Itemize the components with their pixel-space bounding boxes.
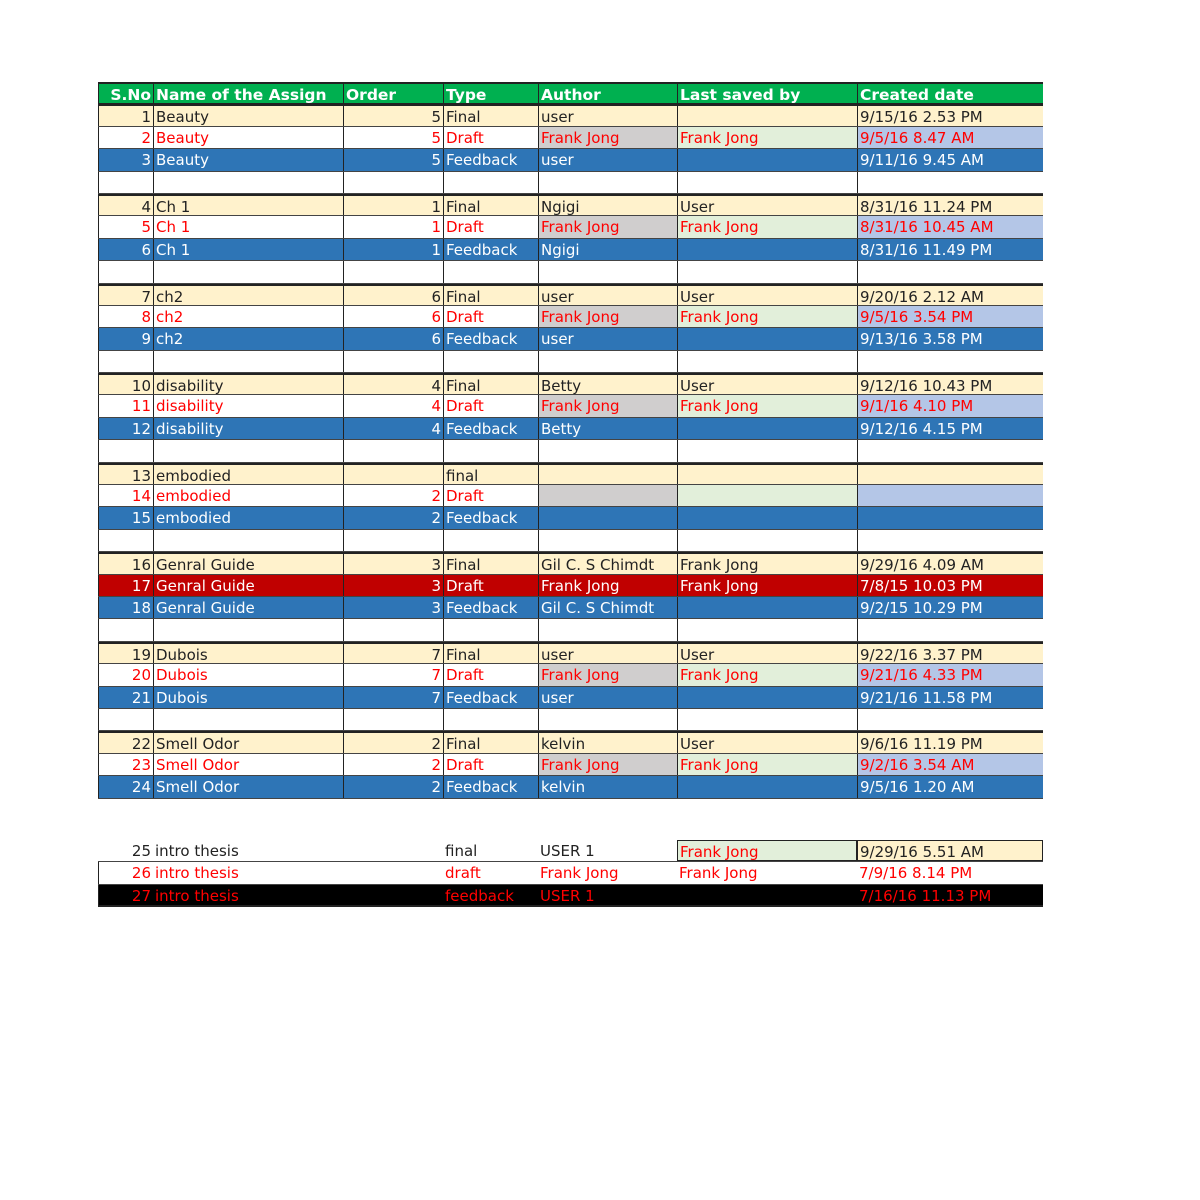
last-saved-cell[interactable]: User <box>677 196 857 215</box>
table-row <box>98 642 1043 664</box>
header-type[interactable]: Type <box>443 84 538 103</box>
name-cell[interactable]: ch2 <box>153 306 343 327</box>
sno-cell[interactable] <box>98 619 153 640</box>
author-cell[interactable]: user <box>538 687 677 708</box>
author-cell[interactable]: Frank Jong <box>538 754 677 775</box>
table-row <box>98 284 1043 306</box>
table-row <box>98 731 1043 753</box>
type-cell[interactable] <box>443 351 538 372</box>
name-cell[interactable] <box>153 440 343 461</box>
name-cell[interactable] <box>153 261 343 282</box>
table-row <box>98 530 1043 552</box>
created-cell[interactable]: 9/11/16 9.45 AM <box>857 149 1043 170</box>
header-sno[interactable]: S.No <box>98 84 153 103</box>
table-row <box>98 463 1043 485</box>
last-saved-cell[interactable]: Frank Jong <box>677 216 857 237</box>
author-cell[interactable] <box>538 507 677 528</box>
sno-cell[interactable]: 3 <box>98 149 153 170</box>
type-cell[interactable]: feedback <box>443 885 538 905</box>
created-cell[interactable]: 9/12/16 4.15 PM <box>857 418 1043 439</box>
order-cell[interactable]: 2 <box>343 754 443 775</box>
name-cell[interactable]: Smell Odor <box>153 776 343 797</box>
type-cell[interactable]: Feedback <box>443 776 538 797</box>
name-cell[interactable]: Smell Odor <box>153 754 343 775</box>
created-cell[interactable]: 7/9/16 8.14 PM <box>857 862 1043 883</box>
table-row <box>98 619 1043 641</box>
last-saved-cell[interactable] <box>677 172 857 193</box>
created-cell[interactable]: 9/13/16 3.58 PM <box>857 328 1043 349</box>
header-name[interactable]: Name of the Assign <box>153 84 343 103</box>
last-saved-cell[interactable]: Frank Jong <box>677 840 857 861</box>
name-cell[interactable] <box>153 530 343 551</box>
sno-cell[interactable]: 18 <box>98 597 153 618</box>
author-cell[interactable]: Frank Jong <box>538 216 677 237</box>
table-row <box>98 575 1043 597</box>
sno-cell[interactable]: 14 <box>98 485 153 506</box>
name-cell[interactable]: Ch 1 <box>153 196 343 215</box>
created-cell[interactable] <box>857 507 1043 528</box>
type-cell[interactable]: Final <box>443 733 538 752</box>
author-cell[interactable]: Frank Jong <box>538 862 677 883</box>
created-cell[interactable]: 8/31/16 11.49 PM <box>857 239 1043 260</box>
order-cell[interactable]: 7 <box>343 687 443 708</box>
created-cell[interactable] <box>857 619 1043 640</box>
type-cell[interactable]: final <box>443 465 538 484</box>
last-saved-cell[interactable]: Frank Jong <box>677 395 857 416</box>
created-cell[interactable]: 9/20/16 2.12 AM <box>857 286 1043 305</box>
name-cell[interactable]: disability <box>153 418 343 439</box>
created-cell[interactable]: 8/31/16 10.45 AM <box>857 216 1043 237</box>
sno-cell[interactable]: 22 <box>98 733 153 752</box>
sno-cell[interactable]: 13 <box>98 465 153 484</box>
created-cell[interactable]: 9/29/16 4.09 AM <box>857 554 1043 573</box>
sno-cell[interactable] <box>98 261 153 282</box>
last-saved-cell[interactable] <box>677 106 857 125</box>
type-cell[interactable]: draft <box>443 862 538 883</box>
name-cell[interactable]: ch2 <box>153 286 343 305</box>
sno-cell[interactable]: 1 <box>98 106 153 125</box>
name-cell[interactable]: Beauty <box>153 106 343 125</box>
last-saved-cell[interactable] <box>677 507 857 528</box>
order-cell[interactable]: 2 <box>343 776 443 797</box>
order-cell[interactable]: 4 <box>343 375 443 394</box>
author-cell[interactable]: Frank Jong <box>538 664 677 685</box>
name-cell[interactable]: Dubois <box>153 687 343 708</box>
type-cell[interactable]: Draft <box>443 575 538 596</box>
order-cell[interactable]: 6 <box>343 306 443 327</box>
order-cell[interactable] <box>343 840 443 861</box>
created-cell[interactable]: 9/15/16 2.53 PM <box>857 106 1043 125</box>
sno-cell[interactable]: 16 <box>98 554 153 573</box>
created-cell[interactable]: 9/5/16 1.20 AM <box>857 776 1043 797</box>
created-cell[interactable]: 9/5/16 8.47 AM <box>857 127 1043 148</box>
type-cell[interactable]: Feedback <box>443 418 538 439</box>
sno-cell[interactable]: 11 <box>98 395 153 416</box>
table-row <box>98 373 1043 395</box>
last-saved-cell[interactable] <box>677 465 857 484</box>
last-saved-cell[interactable]: User <box>677 375 857 394</box>
sno-cell[interactable]: 26 <box>98 862 153 883</box>
created-cell[interactable] <box>857 709 1043 730</box>
table-row <box>98 127 1043 149</box>
author-cell[interactable]: user <box>538 106 677 125</box>
table-row <box>98 149 1043 171</box>
last-saved-cell[interactable]: Frank Jong <box>677 862 857 883</box>
created-cell[interactable]: 9/6/16 11.19 PM <box>857 733 1043 752</box>
name-cell[interactable]: intro thesis <box>153 885 343 905</box>
author-cell[interactable] <box>538 261 677 282</box>
order-cell[interactable]: 5 <box>343 106 443 125</box>
table-row <box>98 507 1043 529</box>
name-cell[interactable]: Ch 1 <box>153 239 343 260</box>
author-cell[interactable]: Ngigi <box>538 239 677 260</box>
sno-cell[interactable]: 19 <box>98 644 153 663</box>
sno-cell[interactable]: 2 <box>98 127 153 148</box>
type-cell[interactable]: Feedback <box>443 507 538 528</box>
sno-cell[interactable]: 6 <box>98 239 153 260</box>
sno-cell[interactable] <box>98 172 153 193</box>
created-cell[interactable]: 9/2/15 10.29 PM <box>857 597 1043 618</box>
author-cell[interactable] <box>538 351 677 372</box>
type-cell[interactable]: Draft <box>443 485 538 506</box>
name-cell[interactable]: Beauty <box>153 127 343 148</box>
created-cell[interactable] <box>857 261 1043 282</box>
order-cell[interactable] <box>343 261 443 282</box>
created-cell[interactable]: 9/5/16 3.54 PM <box>857 306 1043 327</box>
order-cell[interactable]: 7 <box>343 664 443 685</box>
type-cell[interactable] <box>443 172 538 193</box>
created-cell[interactable] <box>857 440 1043 461</box>
sno-cell[interactable]: 20 <box>98 664 153 685</box>
type-cell[interactable] <box>443 261 538 282</box>
last-saved-cell[interactable] <box>677 885 857 905</box>
last-saved-cell[interactable] <box>677 440 857 461</box>
last-saved-cell[interactable]: Frank Jong <box>677 127 857 148</box>
name-cell[interactable]: Dubois <box>153 644 343 663</box>
type-cell[interactable]: Draft <box>443 216 538 237</box>
order-cell[interactable]: 3 <box>343 554 443 573</box>
sno-cell[interactable]: 8 <box>98 306 153 327</box>
order-cell[interactable] <box>343 862 443 883</box>
sno-cell[interactable]: 27 <box>98 885 153 905</box>
last-saved-cell[interactable]: Frank Jong <box>677 554 857 573</box>
created-cell[interactable]: 9/22/16 3.37 PM <box>857 644 1043 663</box>
sno-cell[interactable]: 7 <box>98 286 153 305</box>
type-cell[interactable]: Feedback <box>443 149 538 170</box>
created-cell[interactable] <box>857 172 1043 193</box>
order-cell[interactable]: 5 <box>343 127 443 148</box>
order-cell[interactable] <box>343 351 443 372</box>
author-cell[interactable]: Gil C. S Chimdt <box>538 554 677 573</box>
name-cell[interactable]: Dubois <box>153 664 343 685</box>
second-table <box>98 840 1043 907</box>
author-cell[interactable]: Frank Jong <box>538 127 677 148</box>
author-cell[interactable]: kelvin <box>538 733 677 752</box>
order-cell[interactable] <box>343 172 443 193</box>
table-body <box>98 104 1043 798</box>
name-cell[interactable]: disability <box>153 395 343 416</box>
table-row <box>98 840 1043 862</box>
last-saved-cell[interactable] <box>677 485 857 506</box>
author-cell[interactable] <box>538 709 677 730</box>
header-created[interactable]: Created date <box>857 84 1043 103</box>
type-cell[interactable]: final <box>443 840 538 861</box>
author-cell[interactable]: Betty <box>538 375 677 394</box>
last-saved-cell[interactable] <box>677 418 857 439</box>
order-cell[interactable]: 6 <box>343 328 443 349</box>
last-saved-cell[interactable] <box>677 261 857 282</box>
sno-cell[interactable]: 15 <box>98 507 153 528</box>
table-body-2 <box>98 840 1043 907</box>
type-cell[interactable]: Final <box>443 106 538 125</box>
created-cell[interactable] <box>857 351 1043 372</box>
type-cell[interactable]: Draft <box>443 395 538 416</box>
last-saved-cell[interactable]: User <box>677 733 857 752</box>
table-row <box>98 216 1043 238</box>
author-cell[interactable]: Frank Jong <box>538 395 677 416</box>
created-cell[interactable]: 9/2/16 3.54 AM <box>857 754 1043 775</box>
type-cell[interactable]: Feedback <box>443 597 538 618</box>
sno-cell[interactable] <box>98 530 153 551</box>
table-row <box>98 328 1043 350</box>
author-cell[interactable] <box>538 485 677 506</box>
table-row <box>98 395 1043 417</box>
header-order[interactable]: Order <box>343 84 443 103</box>
last-saved-cell[interactable] <box>677 530 857 551</box>
created-cell[interactable]: 9/12/16 10.43 PM <box>857 375 1043 394</box>
name-cell[interactable] <box>153 709 343 730</box>
name-cell[interactable]: Genral Guide <box>153 597 343 618</box>
order-cell[interactable]: 4 <box>343 395 443 416</box>
created-cell[interactable]: 9/1/16 4.10 PM <box>857 395 1043 416</box>
sno-cell[interactable]: 9 <box>98 328 153 349</box>
table-row <box>98 418 1043 440</box>
last-saved-cell[interactable] <box>677 351 857 372</box>
table-row <box>98 306 1043 328</box>
name-cell[interactable] <box>153 619 343 640</box>
type-cell[interactable]: Feedback <box>443 328 538 349</box>
spreadsheet-table <box>98 82 1043 799</box>
last-saved-cell[interactable] <box>677 619 857 640</box>
name-cell[interactable]: Genral Guide <box>153 575 343 596</box>
author-cell[interactable]: Betty <box>538 418 677 439</box>
header-author[interactable]: Author <box>538 84 677 103</box>
order-cell[interactable]: 4 <box>343 418 443 439</box>
name-cell[interactable]: intro thesis <box>153 840 343 861</box>
sno-cell[interactable]: 17 <box>98 575 153 596</box>
order-cell[interactable]: 1 <box>343 196 443 215</box>
last-saved-cell[interactable]: Frank Jong <box>677 575 857 596</box>
type-cell[interactable]: Draft <box>443 306 538 327</box>
created-cell[interactable] <box>857 530 1043 551</box>
order-cell[interactable]: 3 <box>343 575 443 596</box>
last-saved-cell[interactable]: User <box>677 286 857 305</box>
last-saved-cell[interactable] <box>677 709 857 730</box>
name-cell[interactable]: Genral Guide <box>153 554 343 573</box>
type-cell[interactable]: Final <box>443 375 538 394</box>
created-cell[interactable]: 9/21/16 4.33 PM <box>857 664 1043 685</box>
type-cell[interactable]: Final <box>443 286 538 305</box>
table-row <box>98 862 1043 884</box>
order-cell[interactable] <box>343 619 443 640</box>
type-cell[interactable]: Final <box>443 196 538 215</box>
author-cell[interactable]: Ngigi <box>538 196 677 215</box>
name-cell[interactable]: Ch 1 <box>153 216 343 237</box>
order-cell[interactable] <box>343 465 443 484</box>
created-cell[interactable] <box>857 485 1043 506</box>
table-row <box>98 776 1043 798</box>
sno-cell[interactable] <box>98 440 153 461</box>
header-last-saved[interactable]: Last saved by <box>677 84 857 103</box>
author-cell[interactable]: user <box>538 286 677 305</box>
last-saved-cell[interactable] <box>677 149 857 170</box>
last-saved-cell[interactable] <box>677 597 857 618</box>
type-cell[interactable]: Final <box>443 554 538 573</box>
order-cell[interactable] <box>343 530 443 551</box>
name-cell[interactable]: disability <box>153 375 343 394</box>
name-cell[interactable]: Smell Odor <box>153 733 343 752</box>
table-row <box>98 754 1043 776</box>
table-row <box>98 885 1043 907</box>
last-saved-cell[interactable] <box>677 328 857 349</box>
author-cell[interactable] <box>538 465 677 484</box>
author-cell[interactable] <box>538 172 677 193</box>
order-cell[interactable]: 1 <box>343 216 443 237</box>
last-saved-cell[interactable] <box>677 687 857 708</box>
name-cell[interactable]: Beauty <box>153 149 343 170</box>
table-row <box>98 687 1043 709</box>
author-cell[interactable]: USER 1 <box>538 840 677 861</box>
name-cell[interactable]: ch2 <box>153 328 343 349</box>
type-cell[interactable]: Draft <box>443 664 538 685</box>
last-saved-cell[interactable]: Frank Jong <box>677 664 857 685</box>
author-cell[interactable]: USER 1 <box>538 885 677 905</box>
last-saved-cell[interactable]: Frank Jong <box>677 754 857 775</box>
table-row <box>98 104 1043 126</box>
table-row <box>98 709 1043 731</box>
sno-cell[interactable]: 23 <box>98 754 153 775</box>
header-row <box>98 82 1043 104</box>
type-cell[interactable] <box>443 709 538 730</box>
type-cell[interactable] <box>443 530 538 551</box>
table-row <box>98 261 1043 283</box>
last-saved-cell[interactable]: User <box>677 644 857 663</box>
last-saved-cell[interactable]: Frank Jong <box>677 306 857 327</box>
order-cell[interactable]: 2 <box>343 507 443 528</box>
order-cell[interactable]: 2 <box>343 733 443 752</box>
order-cell[interactable] <box>343 885 443 905</box>
order-cell[interactable]: 1 <box>343 239 443 260</box>
last-saved-cell[interactable] <box>677 776 857 797</box>
sno-cell[interactable] <box>98 709 153 730</box>
sno-cell[interactable] <box>98 351 153 372</box>
order-cell[interactable]: 5 <box>343 149 443 170</box>
order-cell[interactable] <box>343 440 443 461</box>
type-cell[interactable]: Draft <box>443 754 538 775</box>
author-cell[interactable] <box>538 530 677 551</box>
created-cell[interactable]: 7/16/16 11.13 PM <box>857 885 1043 905</box>
type-cell[interactable] <box>443 440 538 461</box>
sno-cell[interactable]: 10 <box>98 375 153 394</box>
type-cell[interactable] <box>443 619 538 640</box>
author-cell[interactable]: Frank Jong <box>538 306 677 327</box>
author-cell[interactable]: Frank Jong <box>538 575 677 596</box>
table-row <box>98 194 1043 216</box>
name-cell[interactable] <box>153 351 343 372</box>
created-cell[interactable]: 9/21/16 11.58 PM <box>857 687 1043 708</box>
order-cell[interactable] <box>343 709 443 730</box>
created-cell[interactable]: 9/29/16 5.51 AM <box>857 840 1043 861</box>
name-cell[interactable]: embodied <box>153 465 343 484</box>
name-cell[interactable]: embodied <box>153 485 343 506</box>
sno-cell[interactable]: 24 <box>98 776 153 797</box>
created-cell[interactable]: 8/31/16 11.24 PM <box>857 196 1043 215</box>
name-cell[interactable]: embodied <box>153 507 343 528</box>
type-cell[interactable]: Feedback <box>443 239 538 260</box>
table-row <box>98 351 1043 373</box>
type-cell[interactable]: Feedback <box>443 687 538 708</box>
order-cell[interactable]: 3 <box>343 597 443 618</box>
order-cell[interactable]: 7 <box>343 644 443 663</box>
table-row <box>98 597 1043 619</box>
author-cell[interactable]: Gil C. S Chimdt <box>538 597 677 618</box>
sno-cell[interactable]: 21 <box>98 687 153 708</box>
author-cell[interactable]: user <box>538 644 677 663</box>
sno-cell[interactable]: 25 <box>98 840 153 861</box>
author-cell[interactable]: user <box>538 149 677 170</box>
sno-cell[interactable]: 5 <box>98 216 153 237</box>
table-row <box>98 485 1043 507</box>
table-row <box>98 172 1043 194</box>
name-cell[interactable]: intro thesis <box>153 862 343 883</box>
last-saved-cell[interactable] <box>677 239 857 260</box>
table-row <box>98 664 1043 686</box>
author-cell[interactable]: user <box>538 328 677 349</box>
sno-cell[interactable]: 12 <box>98 418 153 439</box>
order-cell[interactable]: 6 <box>343 286 443 305</box>
type-cell[interactable]: Draft <box>443 127 538 148</box>
name-cell[interactable] <box>153 172 343 193</box>
created-cell[interactable]: 7/8/15 10.03 PM <box>857 575 1043 596</box>
order-cell[interactable]: 2 <box>343 485 443 506</box>
created-cell[interactable] <box>857 465 1043 484</box>
author-cell[interactable]: kelvin <box>538 776 677 797</box>
type-cell[interactable]: Final <box>443 644 538 663</box>
author-cell[interactable] <box>538 440 677 461</box>
table-row <box>98 440 1043 462</box>
sno-cell[interactable]: 4 <box>98 196 153 215</box>
table-row <box>98 552 1043 574</box>
author-cell[interactable] <box>538 619 677 640</box>
table-row <box>98 239 1043 261</box>
